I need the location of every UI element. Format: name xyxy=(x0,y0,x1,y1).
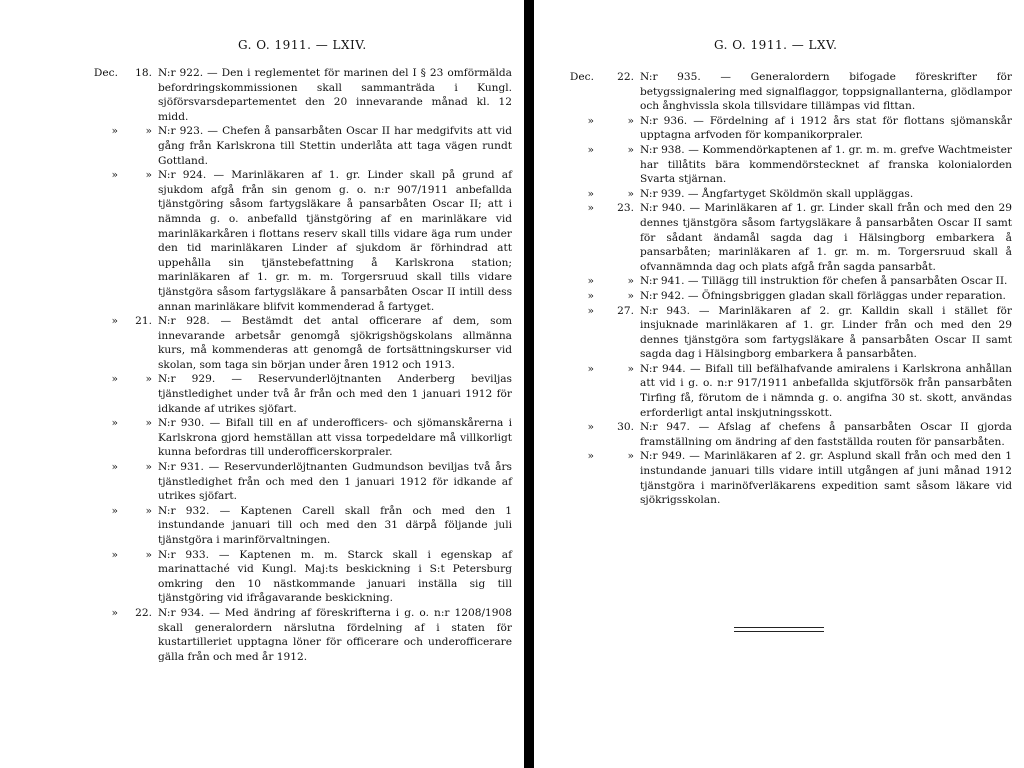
order-entry xyxy=(0,314,520,372)
entry-day: » xyxy=(145,169,152,182)
entry-day: » xyxy=(145,461,152,474)
order-entry xyxy=(534,114,1020,143)
entries-list xyxy=(534,70,1020,508)
order-entry xyxy=(0,504,520,548)
order-entry xyxy=(0,548,520,606)
order-entry xyxy=(534,70,1020,114)
entry-day: » xyxy=(145,125,152,138)
entry-month: Dec. xyxy=(93,67,118,79)
order-entry xyxy=(0,124,520,168)
entry-month: » xyxy=(587,304,594,317)
entry-month: » xyxy=(111,315,118,328)
end-rule xyxy=(734,627,824,635)
entry-day: 30. xyxy=(617,421,634,434)
entry-text: N:r 931. — Reservunderlöjtnanten Gudmundson beviljas två års tjänstledighet från och med den 1 januari 1912 för idkande af utrikes sjöfart. xyxy=(158,461,512,503)
entry-day: 22. xyxy=(135,606,152,619)
entry-month: » xyxy=(587,450,594,463)
entry-day: » xyxy=(145,548,152,561)
page-header: G. O. 1911. — LXIV. xyxy=(238,38,367,52)
divider xyxy=(734,631,824,632)
entry-day: » xyxy=(145,373,152,386)
entry-month: » xyxy=(111,169,118,182)
entry-text: N:r 936. — Fördelning af i 1912 års stat för flottans sjömanskår upptagna arfvoden för kompanikorpraler. xyxy=(640,114,1012,142)
entry-day: » xyxy=(627,450,634,463)
page-header: G. O. 1911. — LXV. xyxy=(714,38,838,52)
page-gutter xyxy=(524,0,534,768)
entry-month: » xyxy=(587,143,594,156)
entry-text: N:r 924. — Marinläkaren af 1. gr. Linder skall på grund af sjukdom afgå från sin genom g. o. n:r 907/1911 anbefallda tjänstgöring såsom fartygsläkare å pansarbåten Oscar II; att i nämnda g. o. anbefalld tjänstgöring af en marinläkare vid marinläkarkåren i flottans reserv skall tills vidare äga rum under den tid marinläkaren Linder af sjukdom är förhindrad att uppehålla sin tjänstebefattning å Karlskrona station; marinläkaren af 1. gr. m. m. Torgersruud skall tills vidare tjänstgöra såsom fartygsläkare å pansarbåten Oscar II intill dess annan marinläkare blifvit kommenderad å fartyget. xyxy=(158,169,512,313)
entry-month: » xyxy=(111,417,118,430)
entry-day: » xyxy=(145,504,152,517)
order-entry xyxy=(0,372,520,416)
order-entry xyxy=(534,362,1020,420)
order-entry xyxy=(534,274,1020,289)
entry-day: » xyxy=(145,417,152,430)
entry-day: 23. xyxy=(617,202,634,215)
entry-day: » xyxy=(627,114,634,127)
entry-month: » xyxy=(587,289,594,302)
order-entry xyxy=(534,201,1020,274)
entry-day: 22. xyxy=(617,71,634,83)
entry-text: N:r 938. — Kommendörkaptenen af 1. gr. m. m. grefve Wachtmeister har tillåtits bära kommendörstecknet af franska kolonialorden Svarta stjärnan. xyxy=(640,143,1012,186)
entry-month: » xyxy=(111,606,118,619)
entries-list xyxy=(0,66,520,664)
entry-text: N:r 940. — Marinläkaren af 1. gr. Linder skall från och med den 29 dennes tjänstgöra såsom fartygsläkare å pansarbåten Oscar II samt för sådant ändamål sagda dag i Hälsingborg embarkera å pansarbåten; marinläkaren af 1. gr. m. m. Torgersruud skall å ofvannämnda dag och plats afgå från sagda pansarbåt. xyxy=(640,202,1012,273)
entry-month: » xyxy=(111,373,118,386)
entry-text: N:r 933. — Kaptenen m. m. Starck skall i egenskap af marinattaché vid Kungl. Maj:ts beskickning i S:t Petersburg omkring den 10 nästkommande januari inställa sig till tjänstgöring vid ifrågavarande beskickning. xyxy=(158,548,512,605)
order-entry xyxy=(534,289,1020,304)
entry-month: » xyxy=(111,548,118,561)
entry-text: N:r 923. — Chefen å pansarbåten Oscar II har medgifvits att vid gång från Karlskrona till Stettin underlåta att taga vägen rundt Gottland. xyxy=(158,125,512,167)
entry-text: N:r 944. — Bifall till befälhafvande amiralens i Karlskrona anhållan att vid i g. o. n:r 917/1911 anbefallda skjutförsök från pansarbåten Tirfing få, förutom de i nämnda g. o. angifna 30 st. skott, användas erforderligt antal inskjutningsskott. xyxy=(640,362,1012,419)
divider xyxy=(734,627,824,628)
entry-day: 27. xyxy=(617,304,634,317)
order-entry xyxy=(0,460,520,504)
order-entry xyxy=(534,420,1020,449)
order-entry xyxy=(534,187,1020,202)
entry-text: N:r 930. — Bifall till en af underofficers- och sjömanskårerna i Karlskrona gjord hemställan att vissa torpedeldare må villkorligt kunna befordras till underofficerskorpraler. xyxy=(158,417,512,459)
entry-text: N:r 939. — Ångfartyget Sköldmön skall uppläggas. xyxy=(640,187,914,200)
entry-day: » xyxy=(627,275,634,288)
order-entry xyxy=(534,143,1020,187)
entry-text: N:r 934. — Med ändring af föreskrifterna i g. o. n:r 1208/1908 skall generalordern närslutna fördelning af i staten för kustartilleriet upptagna löner för officerare och underofficerare gälla från och med år 1912. xyxy=(158,606,512,663)
entry-day: » xyxy=(627,362,634,375)
entry-text: N:r 935. — Generalordern bifogade föreskrifter för betygssignalering med signalflaggor, toppsignallanterna, glödlampor och ånghvissla skola tillsvidare tillämpas vid flttan. xyxy=(640,71,1012,113)
entry-text: N:r 929. — Reservunderlöjtnanten Anderberg beviljas tjänstledighet under två år från och med den 1 januari 1912 för idkande af utrikes sjöfart. xyxy=(158,373,512,415)
entry-month: » xyxy=(587,421,594,434)
entry-text: N:r 942. — Öfningsbriggen gladan skall förläggas under reparation. xyxy=(640,289,1006,302)
entry-day: 21. xyxy=(135,315,152,328)
entry-month: » xyxy=(587,362,594,375)
entry-month: » xyxy=(587,275,594,288)
entry-text: N:r 943. — Marinläkaren af 2. gr. Kalldin skall i stället för insjuknade marinläkaren af 1. gr. Linder från och med den 29 dennes tjänstgöra som fartygsläkare å pansarbåten Oscar II samt sagda dag i Hälsingborg embarkera å pansarbåten. xyxy=(640,304,1012,361)
order-entry xyxy=(534,449,1020,507)
order-entry xyxy=(534,304,1020,362)
entry-day: » xyxy=(627,289,634,302)
order-entry xyxy=(0,66,520,124)
entry-text: N:r 928. — Bestämdt det antal officerare af dem, som innevarande arbetsår genomgå sjökrigshögskolans allmänna kurs, må kommenderas att genomgå de fortsättningskurser vid skolan, som taga sin början under åren 1912 och 1913. xyxy=(158,315,512,371)
entry-text: N:r 947. — Afslag af chefens å pansarbåten Oscar II gjorda framställning om ändring af den fastställda routen för pansarbåten. xyxy=(640,421,1012,448)
entry-month: Dec. xyxy=(569,71,594,83)
order-entry xyxy=(0,606,520,664)
entry-text: N:r 932. — Kaptenen Carell skall från och med den 1 instundande januari till och med den 31 därpå följande juli tjänstgöra i marinförvaltningen. xyxy=(158,504,512,546)
entry-day: » xyxy=(627,187,634,200)
entry-month: » xyxy=(587,202,594,215)
entry-month: » xyxy=(111,504,118,517)
order-entry xyxy=(0,168,520,314)
entry-month: » xyxy=(587,114,594,127)
entry-month: » xyxy=(111,125,118,138)
entry-month: » xyxy=(587,187,594,200)
right-page xyxy=(534,0,1024,768)
entry-month: » xyxy=(111,461,118,474)
entry-day: » xyxy=(627,143,634,156)
order-entry xyxy=(0,416,520,460)
entry-text: N:r 941. — Tillägg till instruktion för chefen å pansarbåten Oscar II. xyxy=(640,275,1008,288)
entry-text: N:r 949. — Marinläkaren af 2. gr. Asplund skall från och med den 1 instundande januari tills vidare intill utgången af juni månad 1912 tjänstgöra i marinöfverläkarens expedition samt såsom läkare vid sjökrigsskolan. xyxy=(640,450,1012,507)
entry-day: 18. xyxy=(135,67,152,79)
entry-text: N:r 922. — Den i reglementet för marinen del I § 23 omförmälda befordringskommissionen skall sammanträda i Kungl. sjöförsvarsdepartementet den 20 innevarande månad kl. 12 midd. xyxy=(158,67,512,123)
